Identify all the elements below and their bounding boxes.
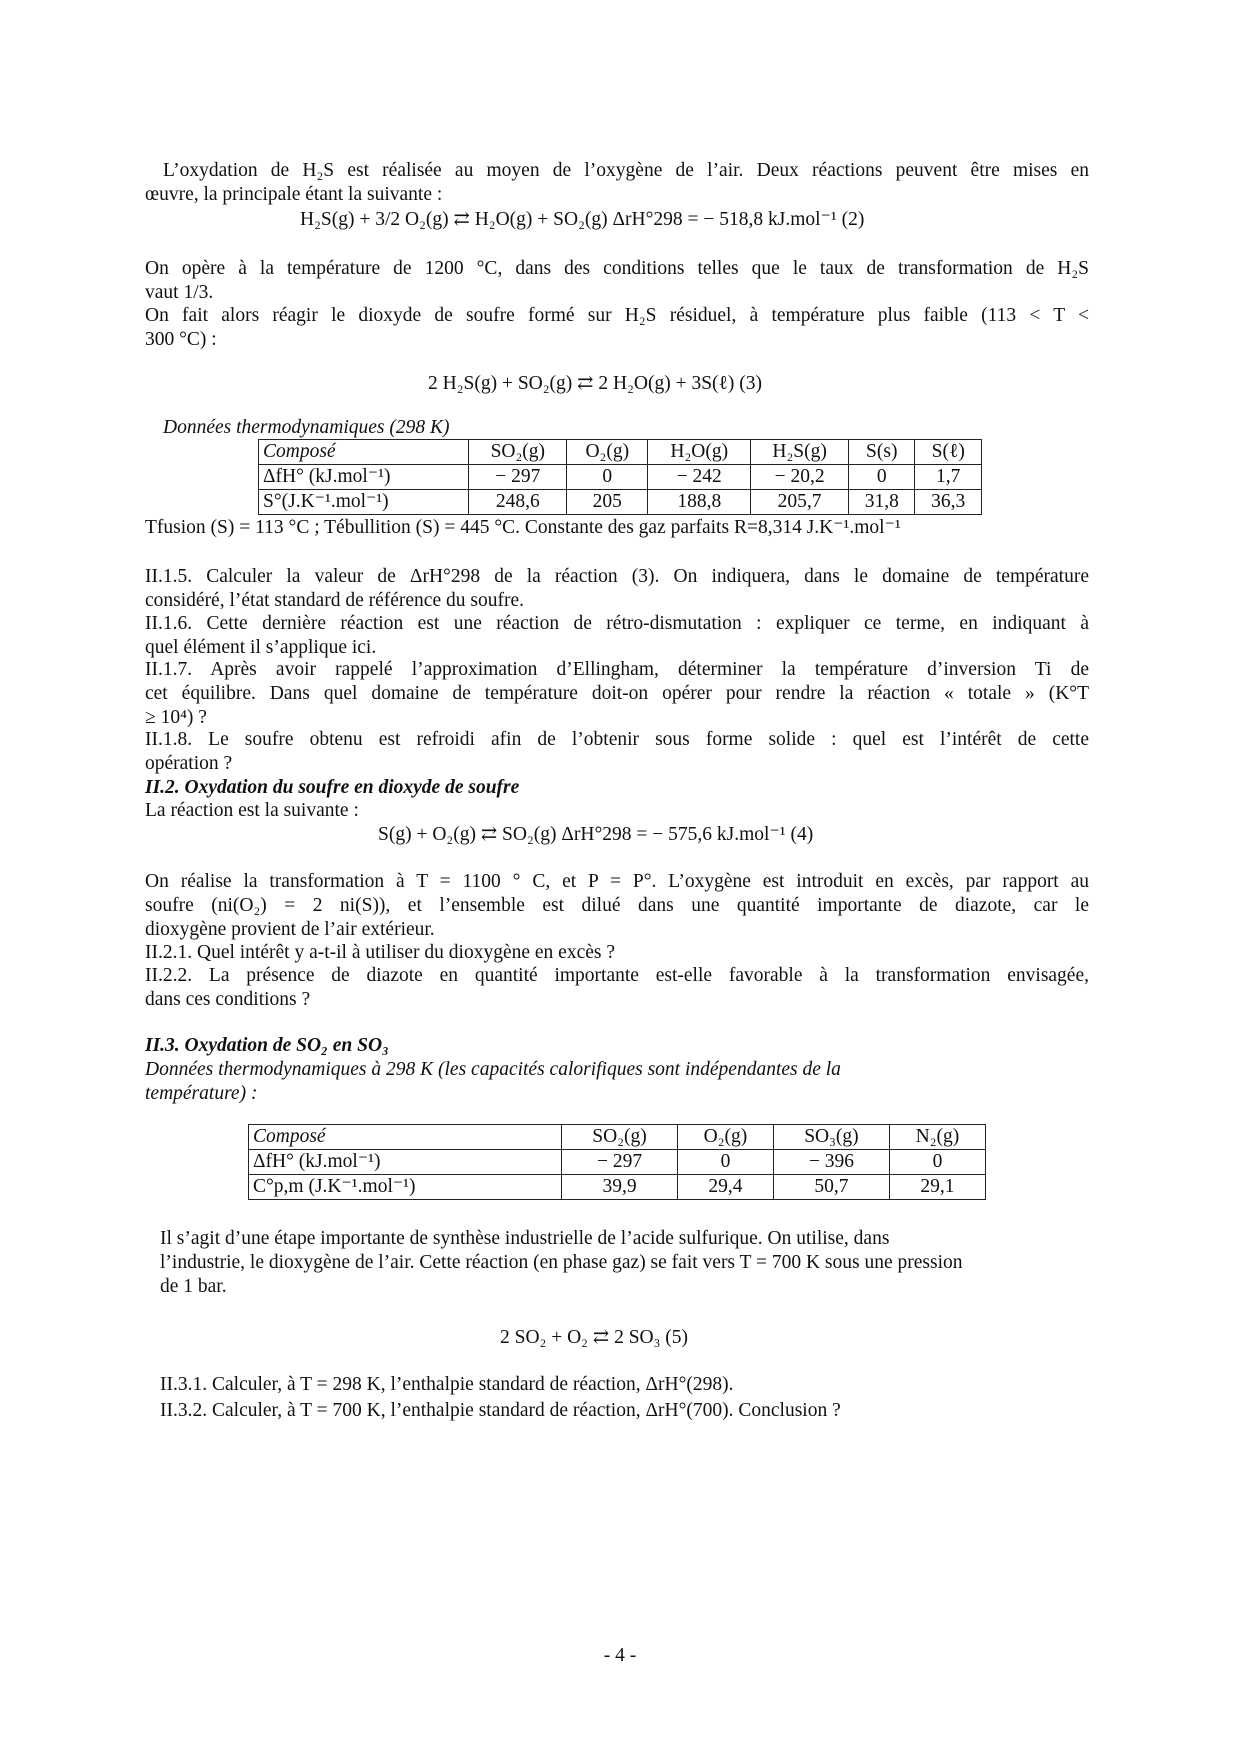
section-23-para-line-1: Il s’agit d’une étape importante de synthèse industrielle de l’acide sulfurique. On utilise, dans	[160, 1228, 890, 1249]
equation-2: H₂S(g) + 3/2 O₂(g) ⇄ H₂O(g) + SO₂(g) ΔrH°298 = − 518,8 kJ.mol⁻¹ (2)	[300, 209, 865, 230]
table-cell: − 20,2	[751, 465, 849, 490]
equation-4: S(g) + O₂(g) ⇄ SO₂(g) ΔrH°298 = − 575,6 kJ.mol⁻¹ (4)	[378, 824, 814, 845]
section-22-para-line-1: On réalise la transformation à T = 1100 ° C, et P = P°. L’oxygène est introduit en excès, par rapport au	[145, 871, 1089, 892]
table-header-cell: Composé	[259, 440, 469, 465]
section-22-title: II.2. Oxydation du soufre en dioxyde de soufre	[145, 777, 520, 798]
table-row	[249, 1175, 986, 1200]
table-cell: − 297	[562, 1150, 678, 1175]
row-label: C°p,m (J.K⁻¹.mol⁻¹)	[249, 1175, 562, 1200]
table-cell: 188,8	[648, 490, 751, 515]
table-header-cell: Composé	[249, 1125, 562, 1150]
table-header-cell: SO₂(g)	[562, 1125, 678, 1150]
table1-footnote: Tfusion (S) = 113 °C ; Tébullition (S) = 445 °C. Constante des gaz parfaits R=8,314 J.K⁻¹.mol⁻¹	[145, 517, 901, 538]
table-header-row	[249, 1125, 986, 1150]
question-117-line-2: cet équilibre. Dans quel domaine de température doit-on opérer pour rendre la réaction « totale » (K°T	[145, 683, 1089, 704]
table-header-row	[259, 440, 982, 465]
table-header-cell: S(s)	[849, 440, 915, 465]
reaction-para-line-2: 300 °C) :	[145, 329, 217, 350]
table-cell: 0	[849, 465, 915, 490]
table-header-cell: S(ℓ)	[915, 440, 982, 465]
table-header-cell: H₂O(g)	[648, 440, 751, 465]
question-118-line-1: II.1.8. Le soufre obtenu est refroidi afin de l’obtenir sous forme solide : quel est l’intérêt de cette	[145, 729, 1089, 750]
question-117-line-3: ≥ 10⁴) ?	[145, 707, 207, 728]
row-label: ΔfH° (kJ.mol⁻¹)	[249, 1150, 562, 1175]
table-cell: 205,7	[751, 490, 849, 515]
question-116-line-1: II.1.6. Cette dernière réaction est une réaction de rétro-dismutation : expliquer ce terme, en indiquant à	[145, 613, 1089, 634]
table-cell: − 396	[774, 1150, 890, 1175]
table-row	[259, 465, 982, 490]
question-115-line-2: considéré, l’état standard de référence du soufre.	[145, 590, 524, 611]
question-222-line-2: dans ces conditions ?	[145, 989, 311, 1010]
section-22-para-line-2: soufre (ni(O₂) = 2 ni(S)), et l’ensemble est dilué dans une quantité importante de diazote, car le	[145, 895, 1089, 916]
thermo-table-1	[258, 439, 982, 515]
table-cell: 29,4	[677, 1175, 773, 1200]
section-22-para-line-3: dioxygène provient de l’air extérieur.	[145, 919, 435, 940]
table-row	[249, 1150, 986, 1175]
section-23-data-line-2: température) :	[145, 1083, 258, 1104]
table-row	[259, 490, 982, 515]
thermo-table-2	[248, 1124, 986, 1200]
temperature-para-line-2: vaut 1/3.	[145, 282, 214, 303]
equation-3: 2 H₂S(g) + SO₂(g) ⇄ 2 H₂O(g) + 3S(ℓ) (3)	[428, 373, 762, 394]
table-cell: 0	[567, 465, 648, 490]
reaction-para-line-1: On fait alors réagir le dioxyde de soufre formé sur H₂S résiduel, à température plus faible (113 < T <	[145, 305, 1089, 326]
page-number: - 4 -	[603, 1645, 637, 1666]
table-cell: − 297	[469, 465, 567, 490]
table1-title: Données thermodynamiques (298 K)	[163, 417, 450, 438]
row-label: S°(J.K⁻¹.mol⁻¹)	[259, 490, 469, 515]
question-117-line-1: II.1.7. Après avoir rappelé l’approximation d’Ellingham, déterminer la température d’inversion Ti de	[145, 659, 1089, 680]
table-header-cell: N₂(g)	[889, 1125, 985, 1150]
equation-5: 2 SO₂ + O₂ ⇄ 2 SO₃ (5)	[500, 1327, 689, 1348]
table-header-cell: SO₃(g)	[774, 1125, 890, 1150]
table-cell: 39,9	[562, 1175, 678, 1200]
question-115-line-1: II.1.5. Calculer la valeur de ΔrH°298 de la réaction (3). On indiquera, dans le domaine de température	[145, 566, 1089, 587]
table-cell: 1,7	[915, 465, 982, 490]
table-header-cell: SO₂(g)	[469, 440, 567, 465]
table-header-cell: H₂S(g)	[751, 440, 849, 465]
section-23-para-line-3: de 1 bar.	[160, 1276, 227, 1297]
question-116-line-2: quel élément il s’applique ici.	[145, 637, 377, 658]
table-cell: 0	[677, 1150, 773, 1175]
table-cell: 248,6	[469, 490, 567, 515]
temperature-para-line-1: On opère à la température de 1200 °C, dans des conditions telles que le taux de transformation de H₂S	[145, 258, 1089, 279]
intro-line-1: L’oxydation de H₂S est réalisée au moyen de l’oxygène de l’air. Deux réactions peuvent être mises en	[163, 160, 1089, 181]
table-cell: 50,7	[774, 1175, 890, 1200]
table-cell: 36,3	[915, 490, 982, 515]
intro-line-2: œuvre, la principale étant la suivante :	[145, 184, 443, 205]
table-header-cell: O₂(g)	[567, 440, 648, 465]
table-cell: 31,8	[849, 490, 915, 515]
table-cell: 29,1	[889, 1175, 985, 1200]
question-222-line-1: II.2.2. La présence de diazote en quantité importante est-elle favorable à la transformation envisagée,	[145, 965, 1089, 986]
row-label: ΔfH° (kJ.mol⁻¹)	[259, 465, 469, 490]
table-cell: 0	[889, 1150, 985, 1175]
section-22-intro: La réaction est la suivante :	[145, 800, 359, 821]
table-header-cell: O₂(g)	[677, 1125, 773, 1150]
question-231: II.3.1. Calculer, à T = 298 K, l’enthalpie standard de réaction, ΔrH°(298).	[160, 1374, 734, 1395]
section-23-title: II.3. Oxydation de SO₂ en SO₃	[145, 1035, 389, 1056]
question-221: II.2.1. Quel intérêt y a-t-il à utiliser du dioxygène en excès ?	[145, 942, 615, 963]
table-cell: 205	[567, 490, 648, 515]
section-23-data-line-1: Données thermodynamiques à 298 K (les capacités calorifiques sont indépendantes de la	[145, 1059, 841, 1080]
section-23-para-line-2: l’industrie, le dioxygène de l’air. Cette réaction (en phase gaz) se fait vers T = 700 K sous une pression	[160, 1252, 963, 1273]
table-cell: − 242	[648, 465, 751, 490]
question-118-line-2: opération ?	[145, 753, 233, 774]
question-232: II.3.2. Calculer, à T = 700 K, l’enthalpie standard de réaction, ΔrH°(700). Conclusion ?	[160, 1400, 841, 1421]
